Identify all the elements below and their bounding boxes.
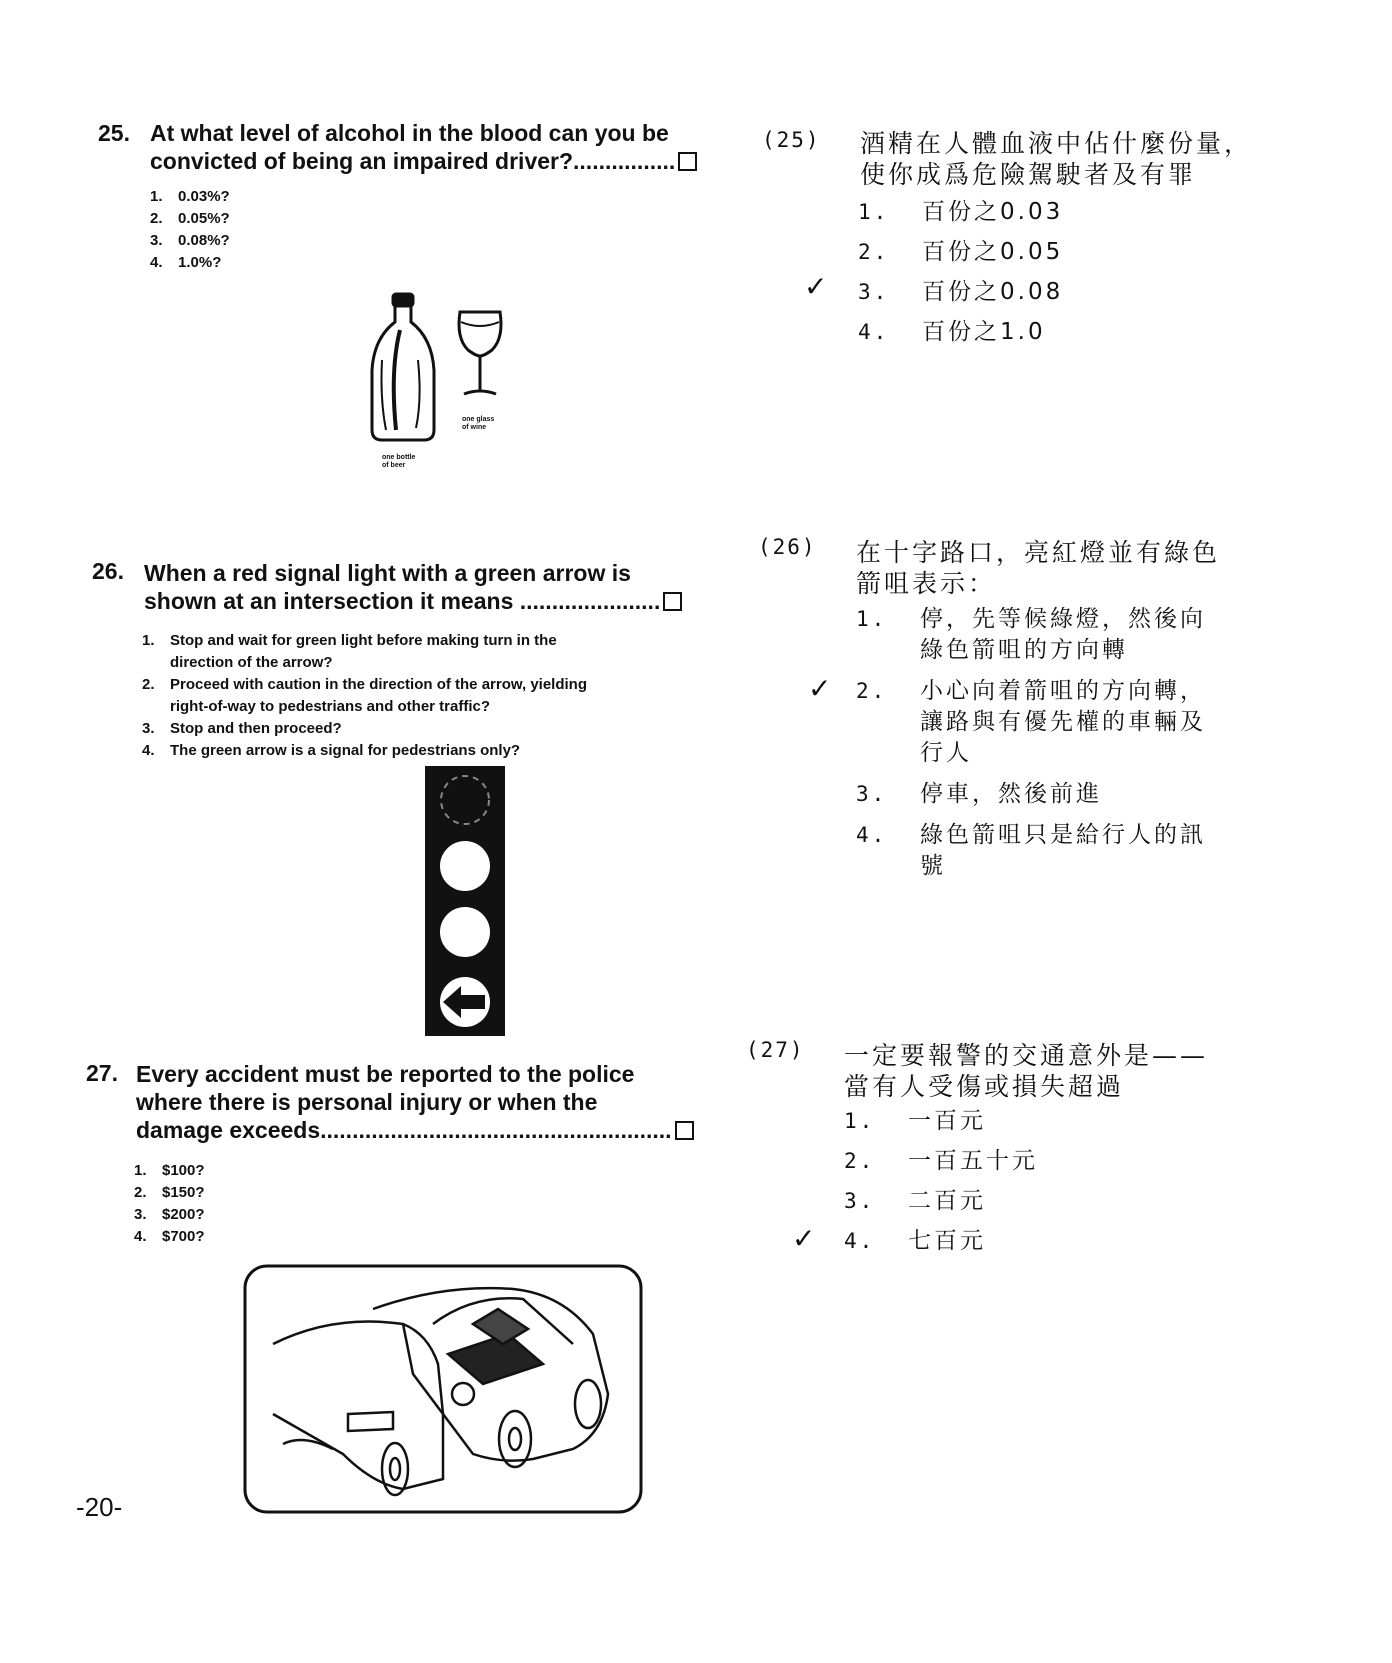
q27-option-4: 4. $700? <box>134 1228 205 1245</box>
q26-question-line1: When a red signal light with a green arrow is <box>144 560 631 586</box>
q27-cn-question: 一定要報警的交通意外是—— 當有人受傷或損失超過 <box>844 1041 1209 1101</box>
q25-question-line2: convicted of being an impaired driver?................ <box>150 147 740 175</box>
page-number: -20- <box>76 1492 123 1522</box>
q27-cn-option-1: 1. 一百元 <box>844 1108 986 1134</box>
light-icon <box>440 907 490 957</box>
glass-caption: one glass of wine <box>462 416 495 431</box>
bottle-caption: one bottle of beer <box>382 454 416 469</box>
q26-cn-number: (26) <box>758 535 817 559</box>
q25-question-line1: At what level of alcohol in the blood can you be <box>150 120 669 146</box>
q27-number: 27. <box>86 1060 118 1086</box>
wine-glass-icon <box>459 312 501 394</box>
q26-question <box>144 559 744 615</box>
q25-option-2: 2. 0.05%? <box>150 210 230 227</box>
q25-option-3: 3. 0.08%? <box>150 232 230 249</box>
q25-cn-number: (25) <box>762 128 821 152</box>
q25-option-1: 1. 0.03%? <box>150 188 230 205</box>
q27-question-line1: Every accident must be reported to the police <box>136 1061 635 1087</box>
q25-cn-option-2: 2. 百份之0.05 <box>858 239 1064 265</box>
q26-cn-option-2: 2. 小心向着箭咀的方向轉， 讓路與有優先權的車輛及 行人 <box>856 678 1206 766</box>
q27-options <box>134 1160 205 1248</box>
alcohol-illustration <box>360 290 520 480</box>
q27-cn-option-4: 4. 七百元 <box>844 1228 986 1254</box>
q25-answer-box[interactable] <box>678 152 697 171</box>
q25-answer-check-icon: ✓ <box>804 270 828 303</box>
q26-answer-box[interactable] <box>663 592 682 611</box>
q25-cn-question: 酒精在人體血液中佔什麼份量， 使你成爲危險駕駛者及有罪 <box>860 129 1253 189</box>
q26-option-1: 1. Stop and wait for green light before making turn in the direction of the arrow? <box>142 632 557 671</box>
green-arrow-icon <box>440 977 490 1027</box>
q27-answer-check-icon: ✓ <box>792 1222 816 1255</box>
q26-option-3: 3. Stop and then proceed? <box>142 720 342 737</box>
q26-options <box>142 630 742 762</box>
q25-cn-options <box>858 197 1063 357</box>
light-icon <box>440 841 490 891</box>
q26-number: 26. <box>92 558 124 584</box>
q25-cn-option-3: 3. 百份之0.08 <box>858 279 1064 305</box>
q27-answer-box[interactable] <box>675 1121 694 1140</box>
q26-question-line2: shown at an intersection it means ...................... <box>144 587 744 615</box>
q26-cn-option-4: 4. 綠色箭咀只是給行人的訊 號 <box>856 822 1206 879</box>
q27-option-2: 2. $150? <box>134 1184 205 1201</box>
q26-cn-question: 在十字路口，亮紅燈並有綠色 箭咀表示： <box>856 538 1221 598</box>
q26-option-4: 4. The green arrow is a signal for pedestrians only? <box>142 742 521 759</box>
beer-bottle-icon <box>372 294 434 440</box>
car-accident-illustration <box>243 1264 643 1514</box>
q25-cn-option-4: 4. 百份之1.0 <box>858 319 1046 345</box>
q25-option-4: 4. 1.0%? <box>150 254 222 271</box>
q27-question <box>136 1060 746 1144</box>
q25-question <box>150 119 740 175</box>
q27-question-line3: damage exceeds....................................................... <box>136 1116 746 1144</box>
q27-question-line2: where there is personal injury or when the <box>136 1089 598 1115</box>
traffic-light-illustration <box>425 766 505 1036</box>
q25-number: 25. <box>98 120 130 146</box>
q26-cn-options <box>856 604 1336 882</box>
q27-cn-option-3: 3. 二百元 <box>844 1188 986 1214</box>
q27-cn-option-2: 2. 一百五十元 <box>844 1148 1038 1174</box>
q25-options <box>150 186 230 274</box>
q27-cn-options <box>844 1106 1038 1266</box>
q26-cn-option-1: 1. 停，先等候綠燈，然後向 綠色箭咀的方向轉 <box>856 606 1206 663</box>
q26-answer-check-icon: ✓ <box>808 672 832 705</box>
q26-cn-option-3: 3. 停車，然後前進 <box>856 781 1102 807</box>
q25-cn-option-1: 1. 百份之0.03 <box>858 199 1064 225</box>
q26-option-2: 2. Proceed with caution in the direction of the arrow, yielding right-of-way to pedestrians and other traffic? <box>142 676 587 715</box>
q27-option-1: 1. $100? <box>134 1162 205 1179</box>
q27-option-3: 3. $200? <box>134 1206 205 1223</box>
q27-cn-number: (27) <box>746 1038 805 1062</box>
